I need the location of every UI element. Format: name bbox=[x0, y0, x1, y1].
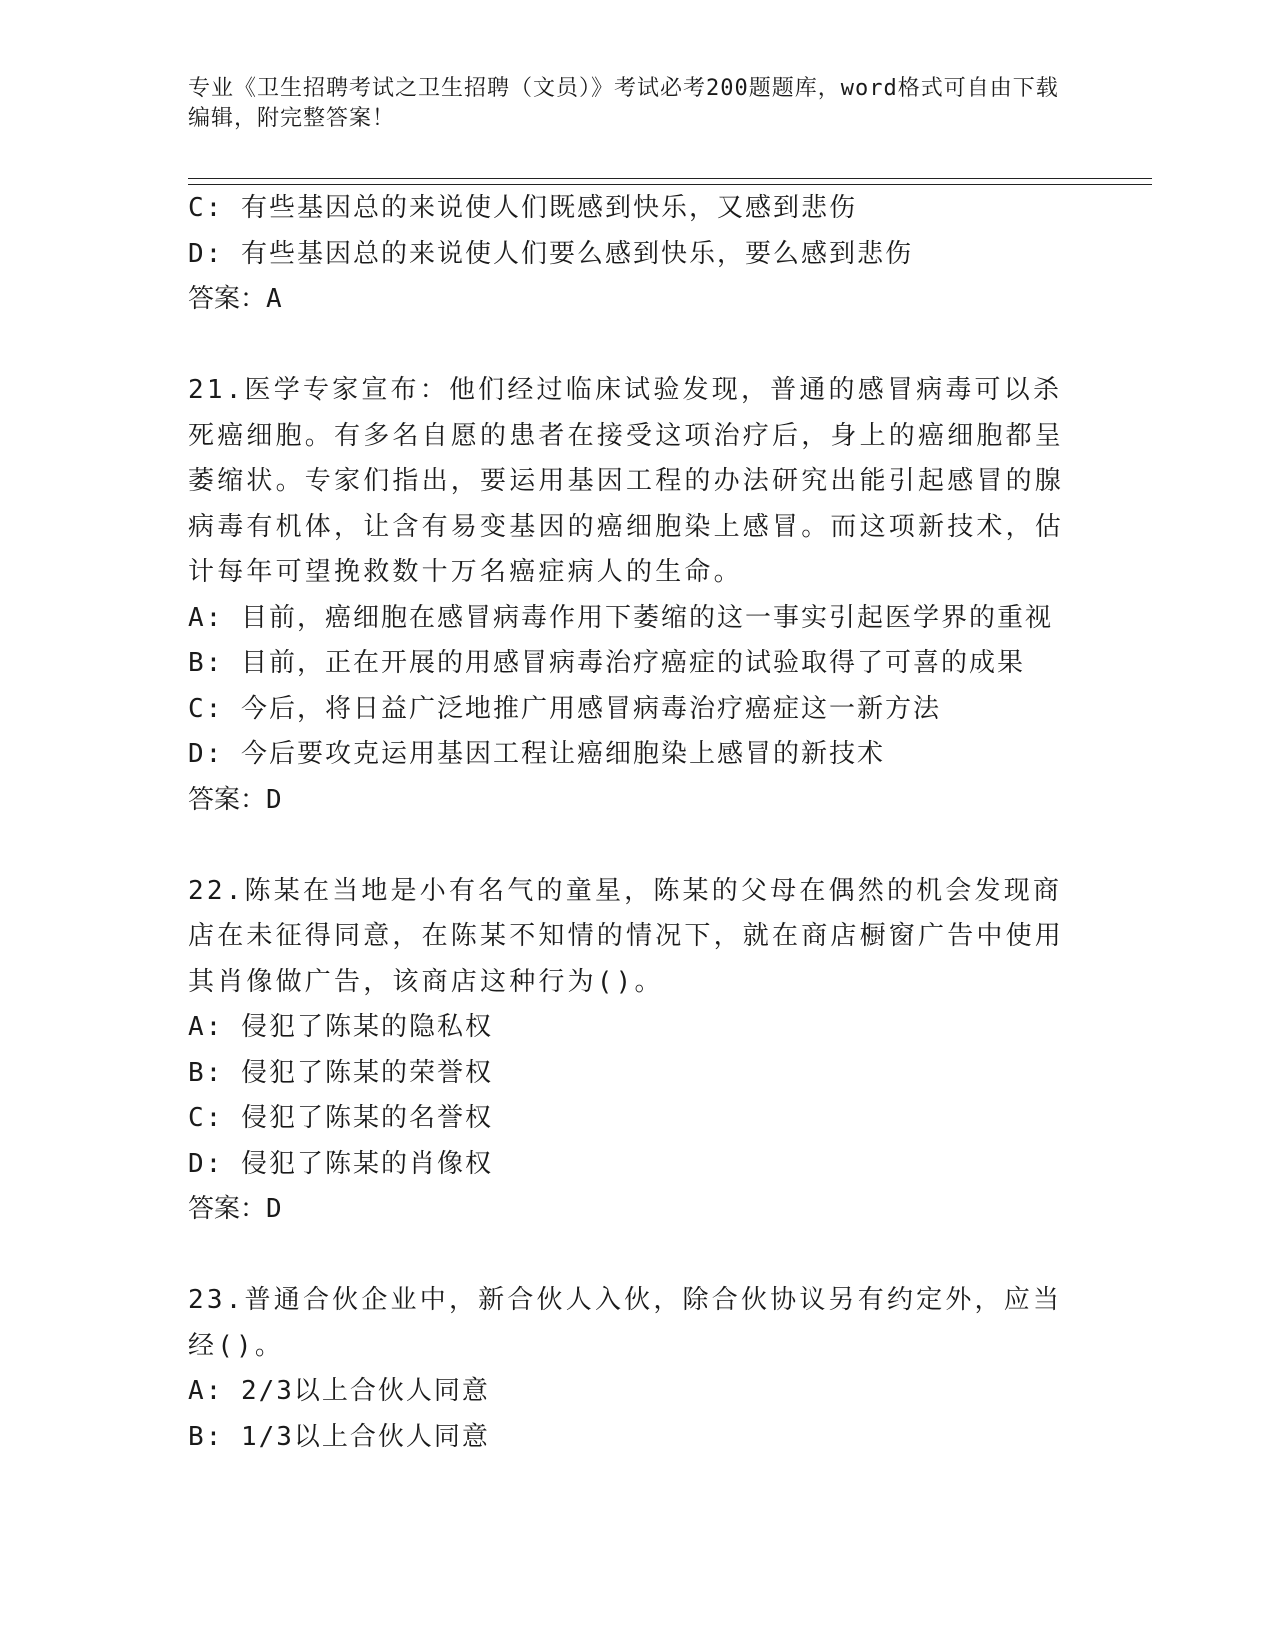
option-label: D: bbox=[188, 1148, 224, 1179]
option-label: A: bbox=[188, 1012, 224, 1042]
option-label: C: bbox=[188, 1103, 224, 1133]
option-line bbox=[188, 1005, 1088, 1051]
option-text: 今后，将日益广泛地推广用感冒病毒治疗癌症这一新方法 bbox=[240, 693, 941, 724]
option-line bbox=[188, 1051, 1088, 1097]
option-text: 1/3以上合伙人同意 bbox=[240, 1421, 490, 1452]
header-divider bbox=[188, 178, 1152, 185]
answer-value: D bbox=[266, 1194, 282, 1224]
option-line bbox=[188, 1415, 1088, 1461]
document-body bbox=[188, 186, 1088, 1460]
option-line bbox=[188, 1142, 1088, 1188]
option-label: A: bbox=[188, 602, 224, 633]
option-line bbox=[188, 1369, 1088, 1415]
answer-line bbox=[188, 1187, 1088, 1233]
answer-value: D bbox=[266, 784, 282, 815]
option-line bbox=[188, 732, 1088, 778]
question-stem: 23.普通合伙企业中，新合伙人入伙，除合伙协议另有约定外，应当经()。 bbox=[188, 1285, 1063, 1361]
option-line bbox=[188, 232, 1088, 278]
answer-label: 答案： bbox=[188, 1194, 267, 1224]
answer-line bbox=[188, 277, 1088, 323]
option-text: 2/3以上合伙人同意 bbox=[240, 1376, 490, 1406]
option-text: 目前，正在开展的用感冒病毒治疗癌症的试验取得了可喜的成果 bbox=[240, 648, 1025, 678]
option-label: B: bbox=[188, 648, 224, 678]
option-text: 目前，癌细胞在感冒病毒作用下萎缩的这一事实引起医学界的重视 bbox=[240, 602, 1053, 633]
question-stem: 21.医学专家宣布：他们经过临床试验发现，普通的感冒病毒可以杀死癌细胞。有多名自愿的患者在接受这项治疗后，身上的癌细胞都呈萎缩状。专家们指出，要运用基因工程的办法研究出能引起感冒的腺病毒有机体，让含有易变基因的癌细胞染上感冒。而这项新技术，估计每年可望挽救数十万名癌症病人的生命。 bbox=[188, 375, 1065, 587]
answer-value: A bbox=[266, 284, 282, 314]
option-label: D: bbox=[188, 238, 224, 269]
answer-label: 答案： bbox=[188, 284, 267, 314]
option-label: C: bbox=[188, 693, 224, 724]
option-text: 今后要攻克运用基因工程让癌细胞染上感冒的新技术 bbox=[240, 739, 885, 769]
option-text: 有些基因总的来说使人们既感到快乐，又感到悲伤 bbox=[240, 193, 857, 223]
question-stem: 22.陈某在当地是小有名气的童星，陈某的父母在偶然的机会发现商店在未征得同意，在陈某不知情的情况下，就在商店橱窗广告中使用其肖像做广告，该商店这种行为()。 bbox=[188, 875, 1065, 997]
option-text: 有些基因总的来说使人们要么感到快乐，要么感到悲伤 bbox=[240, 238, 913, 269]
option-text: 侵犯了陈某的荣誉权 bbox=[240, 1057, 493, 1088]
option-label: A: bbox=[188, 1376, 224, 1406]
option-text: 侵犯了陈某的肖像权 bbox=[240, 1148, 493, 1179]
option-line bbox=[188, 641, 1088, 687]
option-label: B: bbox=[188, 1421, 224, 1452]
option-line bbox=[188, 687, 1088, 733]
answer-label: 答案： bbox=[188, 784, 267, 815]
option-line bbox=[188, 596, 1088, 642]
answer-line bbox=[188, 778, 1088, 824]
option-label: B: bbox=[188, 1057, 224, 1088]
option-line bbox=[188, 1096, 1088, 1142]
option-label: D: bbox=[188, 739, 224, 769]
option-label: C: bbox=[188, 193, 224, 223]
option-text: 侵犯了陈某的隐私权 bbox=[240, 1012, 493, 1042]
option-text: 侵犯了陈某的名誉权 bbox=[240, 1103, 493, 1133]
page-header: 专业《卫生招聘考试之卫生招聘（文员）》考试必考200题题库，word格式可自由下载编辑，附完整答案！ bbox=[188, 76, 1059, 131]
option-line bbox=[188, 186, 1088, 232]
